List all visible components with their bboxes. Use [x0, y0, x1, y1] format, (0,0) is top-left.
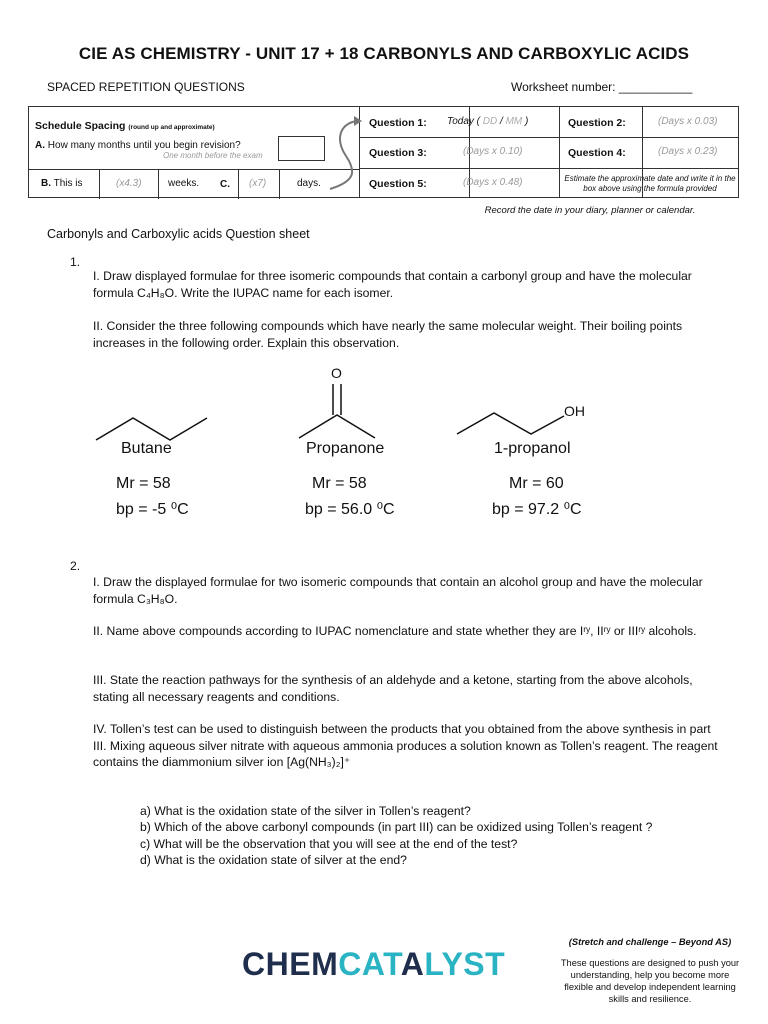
estimate-note: Estimate the approximate date and write it in the box above using the formula provided [564, 174, 736, 193]
chemcatalyst-logo: CHEMCATALYST [242, 946, 506, 982]
molecule-name-propanol: 1-propanol [494, 440, 571, 457]
question-5-label: Question 5: [369, 178, 427, 190]
schedule-heading-note: (round up and approximate) [128, 124, 215, 131]
question-4-hint[interactable]: (Days x 0.23) [658, 146, 718, 157]
propanol-mr: Mr = 60 [509, 475, 564, 492]
propanone-skeleton [299, 415, 375, 438]
flow-arrow-icon [326, 111, 366, 195]
question-1-part-1: I. Draw displayed formulae for three isomeric compounds that contain a carbonyl group and have the molecular formula C₄H₈O. Write the IUPAC name for each isomer. [93, 269, 692, 300]
sub-question-a: a) What is the oxidation state of the silver in Tollen’s reagent? [140, 804, 471, 818]
weeks-label: weeks. [168, 178, 200, 189]
hydroxyl-label: OH [564, 403, 585, 419]
footer-blurb: These questions are designed to push your understanding, help you become more flexible and develop independent learning skills and resilience. [560, 958, 740, 1004]
question-2-number: 2. [70, 559, 81, 573]
stretch-challenge-note: (Stretch and challenge – Beyond AS) [568, 937, 732, 947]
sub-question-b: b) Which of the above carbonyl compounds (in part III) can be oxidized using Tollen’s reagent ? [140, 820, 653, 834]
question-2-part-1: I. Draw the displayed formulae for two isomeric compounds that contain an alcohol group and have the molecular formula C₃H₈O. [93, 575, 703, 606]
worksheet-number: Worksheet number: ___________ [511, 80, 693, 94]
sub-question-c: c) What will be the observation that you will see at the end of the test? [140, 837, 518, 851]
propanol-skeleton [457, 413, 564, 434]
page-title: CIE AS CHEMISTRY - UNIT 17 + 18 CARBONYLS AND CARBOXYLIC ACIDS [78, 44, 690, 63]
question-2-part-2: II. Name above compounds according to IUPAC nomenclature and state whether they are Iʳʸ, IIʳʸ or IIIʳʸ alcohols. [93, 624, 697, 638]
question-c-label: C. [220, 179, 230, 190]
sheet-title: Carbonyls and Carboxylic acids Question sheet [47, 227, 310, 241]
weeks-hint: (x4.3) [116, 178, 142, 189]
question-1-label: Question 1: [369, 117, 427, 129]
propanol-bp: bp = 97.2 ⁰C [492, 501, 582, 518]
question-3-hint[interactable]: (Days x 0.10) [463, 146, 523, 157]
propanone-mr: Mr = 58 [312, 475, 367, 492]
days-label: days. [297, 178, 321, 189]
schedule-heading: Schedule Spacing (round up and approximate) [35, 120, 215, 132]
question-b: B. This is [41, 178, 83, 189]
oxygen-atom-label: O [331, 365, 342, 381]
question-5-hint[interactable]: (Days x 0.48) [463, 177, 523, 188]
page-subheading: SPACED REPETITION QUESTIONS [47, 80, 245, 94]
question-2-label: Question 2: [568, 117, 626, 129]
days-hint: (x7) [249, 178, 267, 189]
question-2-part-3: III. State the reaction pathways for the synthesis of an aldehyde and a ketone, starting from the above alcohols, stating all necessary reagents and conditions. [93, 673, 693, 704]
record-note: Record the date in your diary, planner or calendar. [484, 205, 696, 216]
question-2-hint[interactable]: (Days x 0.03) [658, 116, 718, 127]
sub-question-d: d) What is the oxidation state of silver at the end? [140, 853, 407, 867]
months-input-box[interactable] [278, 136, 325, 161]
question-3-label: Question 3: [369, 147, 427, 159]
question-1-part-2: II. Consider the three following compounds which have nearly the same molecular weight. Their boiling points increases in the following order. Explain this observation. [93, 319, 683, 350]
molecule-name-propanone: Propanone [306, 440, 385, 457]
propanone-bp: bp = 56.0 ⁰C [305, 501, 395, 518]
schedule-spacing-box [28, 106, 739, 198]
butane-skeleton [96, 418, 207, 440]
question-1-date[interactable]: Today ( DD / MM ) [447, 116, 529, 127]
molecule-name-butane: Butane [121, 440, 172, 457]
butane-mr: Mr = 58 [116, 475, 171, 492]
question-1-number: 1. [70, 255, 81, 269]
question-4-label: Question 4: [568, 147, 626, 159]
question-a: A. How many months until you begin revision? [35, 140, 241, 151]
question-2-part-4: IV. Tollen’s test can be used to distinguish between the products that you obtained from the above synthesis in part III. Mixing aqueous silver nitrate with aqueous ammonia produces a solution known as Tollen’s reagent. The reagent contains the diammonium silver ion [Ag(NH₃)₂]⁺ [93, 722, 718, 769]
question-a-hint: One month before the exam [163, 151, 263, 160]
butane-bp: bp = -5 ⁰C [116, 501, 189, 518]
